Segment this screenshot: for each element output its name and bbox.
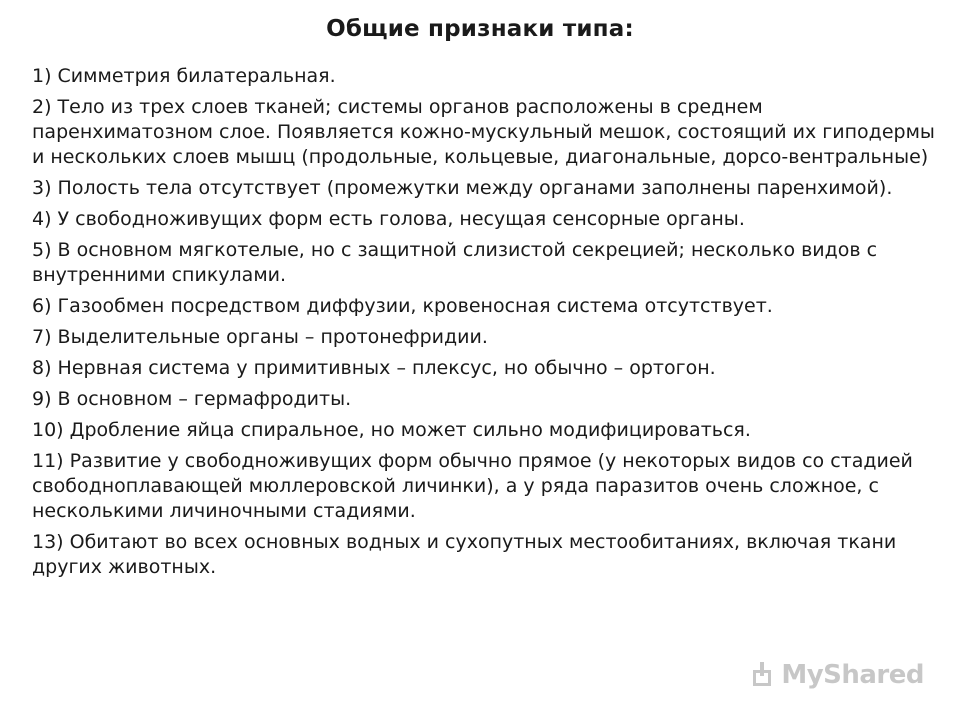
myshared-watermark [751, 660, 924, 690]
feature-item-9: 9) В основном – гермафродиты. [32, 388, 352, 410]
feature-item-4: 4) У свободноживущих форм есть голова, несущая сенсорные органы. [32, 208, 745, 230]
feature-item-10: 10) Дробление яйца спиральное, но может сильно модифицироваться. [32, 419, 751, 441]
feature-item-7: 7) Выделительные органы – протонефридии. [32, 326, 488, 348]
feature-item-5: 5) В основном мягкотелые, но с защитной слизистой секрецией; несколько видов с внутренними спикулами. [32, 239, 878, 286]
watermark-text: MyShared [781, 660, 924, 690]
slide-title: Общие признаки типа: [326, 16, 634, 42]
feature-item-3: 3) Полость тела отсутствует (промежутки между органами заполнены паренхимой). [32, 177, 893, 199]
feature-item-11: 11) Развитие у свободноживущих форм обычно прямое (у некоторых видов со стадией свободноплавающей мюллеровской личинки), а у ряда паразитов очень сложное, с несколькими личиночными стадиями. [32, 450, 913, 522]
feature-item-8: 8) Нервная система у примитивных – плексус, но обычно – ортогон. [32, 357, 716, 379]
feature-item-6: 6) Газообмен посредством диффузии, кровеносная система отсутствует. [32, 295, 773, 317]
myshared-logo-icon [751, 662, 775, 688]
feature-list [32, 64, 944, 586]
feature-item-2: 2) Тело из трех слоев тканей; системы органов расположены в среднем паренхиматозном слое. Появляется кожно-мускульный мешок, состоящий их гиподермы и нескольких слоев мышц (продольные, кольцевые, диагональные, дорсо-вентральные) [32, 96, 935, 168]
feature-item-1: 1) Симметрия билатеральная. [32, 65, 336, 87]
feature-item-13: 13) Обитают во всех основных водных и сухопутных местообитаниях, включая ткани других животных. [32, 531, 897, 578]
